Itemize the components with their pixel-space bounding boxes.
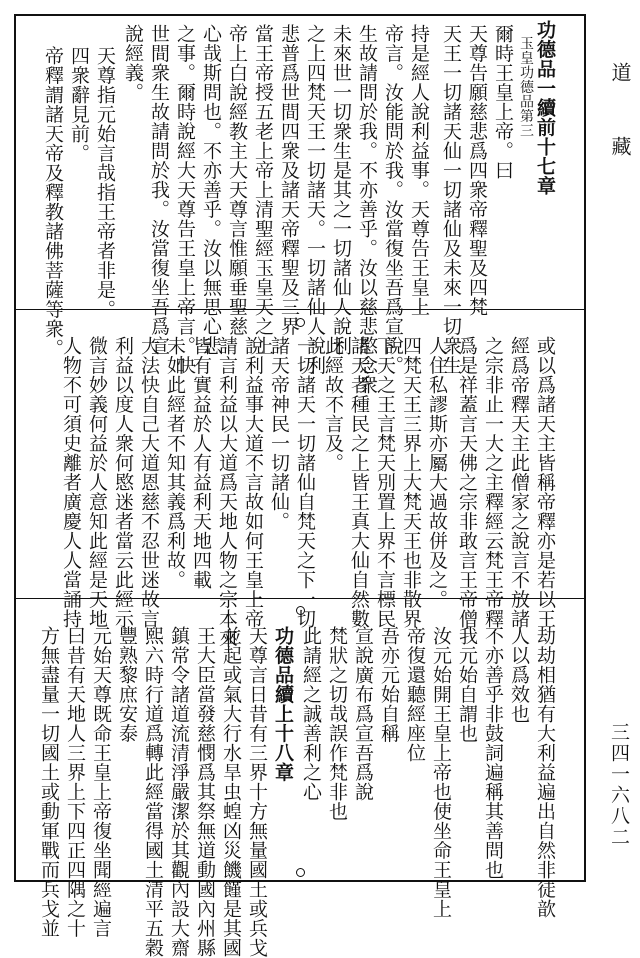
text-column: 大法快自己大道恩慈不忍世迷故言 [138,336,160,629]
text-column: 下天之王言梵天別置上界不言標民 [374,336,396,629]
panel-bottom [14,622,586,958]
text-column: 之事。爾時說經大天尊告王皇上帝言。快 [174,24,196,375]
text-column: 諸天者種民之上皆王真大仙自然數 [348,336,370,629]
text-column: 利益以度人衆何愍迷者當云此經示 [112,336,134,629]
text-column: 四衆辭見前。 [68,46,90,163]
separator-circle [296,868,305,877]
text-column: 爾時王皇上帝。曰 [492,24,514,180]
text-column: 一切諸天一切諸仙自梵天之下一切 [294,336,316,629]
text-column: 經爲帝釋天主此僧家之說言不放諸 [508,336,530,629]
text-column: 帝復還聽經座位 [404,626,426,763]
text-column: 天尊指元始言哉指王帝者非是。 [94,46,116,319]
page-number: 三四一六八二 [608,722,630,848]
text-column: 請言利益以大道爲天地人物之宗本來 [216,336,238,648]
text-column: 諸天帝神民一切諸仙。 [268,336,290,531]
separator-circle [296,606,305,615]
text-column: 世間衆生故請問於我。汝當復坐吾爲宣 [148,24,170,356]
text-column: 天尊言日昔有三界十方無量國土或兵戈 [246,626,268,958]
text-column: 皆有實益於人有益利天地四載 [190,336,212,590]
text-column: 人住私謬斯亦屬大過故併及之。 [426,336,448,609]
text-column: 爲是祥蓋言天佛之宗非敢言王帝僧 [456,336,478,629]
text-column: 梵狀之切哉誤作梵非也 [326,626,348,821]
text-column: 方無盡量一切國土或動軍戰而兵戈並 [38,626,60,938]
panel-divider [14,309,586,310]
text-column: 此請經之誠善利之心 [300,626,322,802]
text-column: 悲普爲世間四衆及諸天帝釋聖及三界 [278,24,300,336]
text-column: 之宗非止一大之主釋經云梵王帝釋 [482,336,504,629]
text-column: 豐熟黎庶安泰 [116,626,138,743]
separator-circle [296,318,305,327]
text-column: 汝元始開王皇上帝也使坐命王皇上 [430,626,452,919]
text-column: 曰昔有天地人三界上下四正四隅之十 [64,626,86,938]
panel-top [14,14,586,395]
text-column: 天尊告願慈悲爲四衆帝釋聖及四梵 [466,24,488,317]
text-column: 當王帝授五老上帝上清聖經玉皇天之上 [252,24,274,356]
text-column: 未來世一切衆生是其之一切諸仙人說利 [330,24,352,356]
text-column: 微言妙義何益於人意知此經是天地 [86,336,108,629]
text-column: 或以爲諸天主皆稱帝釋亦是若以王 [534,336,556,629]
text-column: 並起或氣大行水旱虫蝗凶災饑饉是其國 [220,626,242,958]
text-column: 持是經人說利益事。天尊告王皇上 [408,24,430,317]
text-column: 帝言。汝能問於我。汝當復坐吾爲宣說。 [382,24,404,375]
text-column: 元始天尊既命王皇上帝復坐聞經遍言 [90,626,112,938]
text-column: 心哉斯問也。不亦善乎。汝以無思心悲 [200,24,222,356]
text-column: 四梵天王三界上大梵天王也非散界 [400,336,422,629]
text-column: 未如此經者不知其義爲利故。 [164,336,186,590]
margin-label-dao: 道 [608,62,632,104]
text-column: 熙六時行道爲轉此經當得國土清平五穀 [142,626,164,958]
margin-label-zang: 藏 [608,136,632,178]
text-column: 宣說廣布爲宣吾爲說 [352,626,374,802]
panel-divider [14,598,586,599]
text-column: 我元始自謂也 [456,626,478,743]
panel-middle [14,332,586,648]
text-column: 之上四梵天王一切諸天。一切諸仙人說利 [304,24,326,375]
text-column: 天王一切諸天仙一切諸仙及未來一切衆生 [440,24,462,375]
text-column: 人物不可須史離者廣慶人人當誦持 [60,336,82,629]
text-column: 說經義。 [122,24,144,102]
text-column: 劫劫相猶有大利益遍出自然非徒歆 [534,626,556,919]
text-column: 王大臣當發慈憫爲其祭無道動國內州縣 [194,626,216,958]
text-column: 吾亦元始自稱 [378,626,400,743]
text-column: 生故請問於我。不亦善乎。汝以慈悲愍念衆 [356,24,378,395]
text-column: 鎮常令諸道流清淨嚴潔於其觀內設大齋 [168,626,190,958]
text-column: 人以爲效也 [508,626,530,724]
text-column: 說利益事大道不言故如何王皇上帝 [242,336,264,629]
text-column: 不亦善乎非鼓詞遍稱其善問也 [482,626,504,880]
text-column: 此經故不言及。 [322,336,344,473]
text-column: 功德品續上十八章 [272,626,294,782]
text-column: 功德品一續前十七章 [534,20,556,196]
text-column: 玉皇功德品第三 [518,36,534,138]
text-column: 帝上白說經教主大天尊言惟願垂聖慈 [226,24,248,336]
text-column: 帝釋謂諸天帝及釋教諸佛菩薩等衆。 [42,46,64,358]
